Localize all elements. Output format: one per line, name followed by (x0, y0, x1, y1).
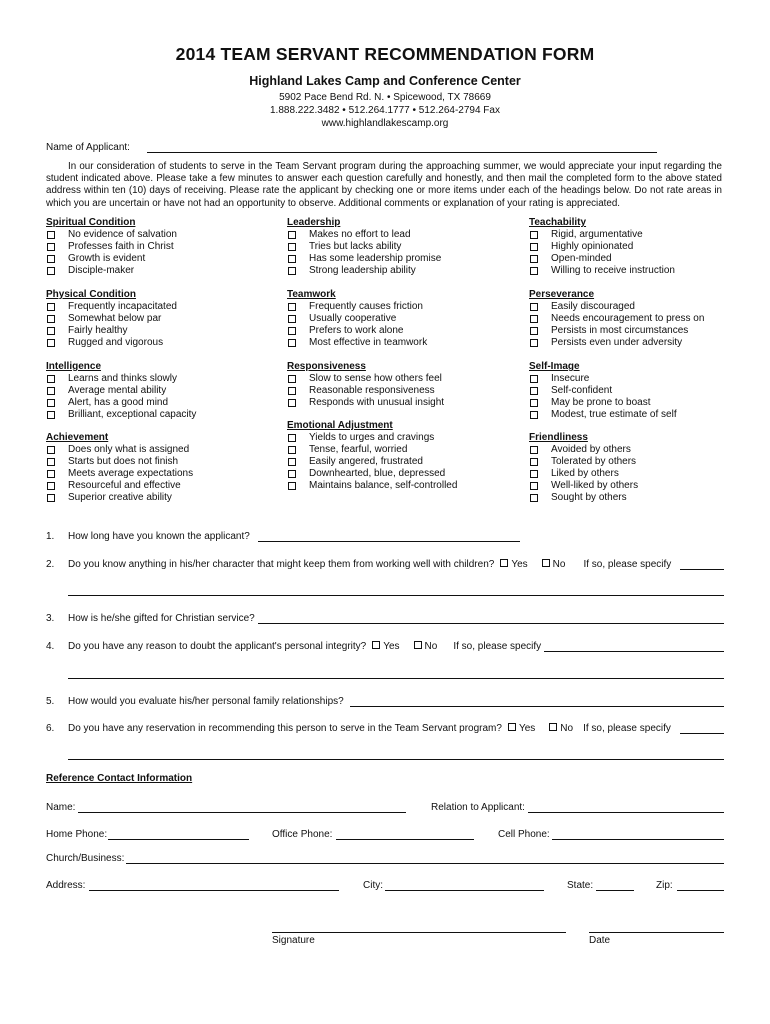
option-label: No evidence of salvation (68, 228, 177, 240)
category-option[interactable] (46, 301, 177, 313)
option-label: Sought by others (551, 491, 627, 503)
checkbox-icon[interactable] (47, 494, 55, 502)
checkbox-icon[interactable] (530, 243, 538, 251)
option-label: Slow to sense how others feel (309, 372, 442, 384)
checkbox-icon[interactable] (47, 339, 55, 347)
category-option[interactable] (287, 444, 457, 456)
org-name: Highland Lakes Camp and Conference Center (249, 74, 521, 88)
category-title: Teachability (529, 217, 587, 228)
option-label: Persists in most circumstances (551, 324, 689, 336)
option-label: Prefers to work alone (309, 324, 404, 336)
q4-line (68, 641, 541, 652)
category-title: Teamwork (287, 289, 336, 300)
category-title: Intelligence (46, 361, 102, 372)
option-label: Willing to receive instruction (551, 264, 675, 276)
checkbox-icon[interactable] (288, 375, 296, 383)
option-label: Superior creative ability (68, 491, 172, 503)
applicant-label: Name of Applicant: (46, 142, 130, 153)
q4-specify-label: If so, please specify (453, 641, 542, 652)
q2-line (68, 559, 671, 570)
ref-cell-phone-field[interactable] (552, 839, 724, 840)
checkbox-icon[interactable] (47, 458, 55, 466)
option-label: Does only what is assigned (68, 443, 190, 455)
option-label: Maintains balance, self-controlled (309, 479, 458, 491)
category-teachability (529, 217, 675, 277)
category-option[interactable] (287, 241, 441, 253)
option-label: Easily discouraged (551, 300, 635, 312)
checkbox-icon[interactable] (530, 255, 538, 263)
option-label: Growth is evident (68, 252, 146, 264)
option-label: Tense, fearful, worried (309, 443, 408, 455)
q6-yes-label: Yes (518, 723, 536, 734)
ref-office-phone-label: Office Phone: (272, 829, 333, 840)
applicant-name-field[interactable] (147, 152, 657, 153)
category-option[interactable] (287, 397, 444, 409)
q2-yes-label: Yes (511, 559, 528, 570)
category-option[interactable] (529, 480, 638, 492)
category-title: Emotional Adjustment (287, 420, 393, 431)
q4-number: 4. (46, 641, 55, 652)
checkbox-icon[interactable] (530, 375, 538, 383)
checkbox-icon[interactable] (288, 243, 296, 251)
option-label: Yields to urges and cravings (309, 431, 435, 443)
ref-address-label: Address: (46, 880, 86, 891)
checkbox-icon[interactable] (47, 375, 55, 383)
checkbox-icon[interactable] (47, 255, 55, 263)
checkbox-icon[interactable] (288, 434, 296, 442)
checkbox-icon[interactable] (530, 482, 538, 490)
form-title: 2014 TEAM SERVANT RECOMMENDATION FORM (175, 44, 595, 64)
q4-no-checkbox[interactable] (414, 641, 422, 649)
category-self-image (529, 361, 677, 421)
q4-specify-field[interactable] (544, 651, 724, 652)
checkbox-icon[interactable] (530, 458, 538, 466)
q2-number: 2. (46, 559, 55, 570)
category-intelligence (46, 361, 196, 421)
checkbox-icon[interactable] (288, 303, 296, 311)
ref-church-field[interactable] (126, 863, 724, 864)
category-option[interactable] (46, 241, 177, 253)
category-emotional-adjustment (287, 420, 457, 491)
category-option[interactable] (529, 313, 704, 325)
checkbox-icon[interactable] (530, 399, 538, 407)
category-option[interactable] (287, 253, 441, 265)
category-option[interactable] (529, 409, 677, 421)
checkbox-icon[interactable] (47, 231, 55, 239)
option-label: Resourceful and effective (68, 479, 181, 491)
checkbox-icon[interactable] (530, 315, 538, 323)
option-label: Needs encouragement to press on (551, 312, 705, 324)
category-teamwork (287, 289, 427, 349)
option-label: Starts but does not finish (68, 455, 179, 467)
category-option[interactable] (529, 325, 704, 337)
q6-text: Do you have any reservation in recommending this person to serve in the Team Servant program? (68, 723, 502, 734)
q4-no-label: No (424, 641, 438, 652)
q6-yes-checkbox[interactable] (508, 723, 516, 731)
category-option[interactable] (287, 229, 441, 241)
option-label: Insecure (551, 372, 590, 384)
category-option[interactable] (529, 385, 677, 397)
option-label: Reasonable responsiveness (309, 384, 435, 396)
checkbox-icon[interactable] (530, 446, 538, 454)
checkbox-icon[interactable] (47, 267, 55, 275)
q6-no-label: No (560, 723, 574, 734)
ref-home-phone-label: Home Phone: (46, 829, 108, 840)
q1-number: 1. (46, 531, 55, 542)
category-option[interactable] (46, 444, 193, 456)
category-option[interactable] (529, 456, 638, 468)
option-label: Rigid, argumentative (551, 228, 643, 240)
option-label: Responds with unusual insight (309, 396, 445, 408)
ref-state-field[interactable] (596, 890, 634, 891)
ref-zip-field[interactable] (677, 890, 724, 891)
option-label: Makes no effort to lead (309, 228, 411, 240)
category-perseverance (529, 289, 704, 349)
option-label: Downhearted, blue, depressed (309, 467, 446, 479)
category-option[interactable] (529, 337, 704, 349)
option-label: Brilliant, exceptional capacity (68, 408, 197, 420)
option-label: Average mental ability (68, 384, 167, 396)
category-title: Achievement (46, 432, 109, 443)
option-label: Rugged and vigorous (68, 336, 164, 348)
q1-answer-field[interactable] (258, 541, 520, 542)
q1-text: How long have you known the applicant? (68, 531, 250, 542)
q3-answer-field[interactable] (258, 623, 724, 624)
q6-line (68, 723, 671, 734)
ref-state-label: State: (567, 880, 594, 891)
q3-number: 3. (46, 613, 55, 624)
category-option[interactable] (529, 373, 677, 385)
category-option[interactable] (46, 337, 177, 349)
ref-city-label: City: (363, 880, 383, 891)
category-title: Physical Condition (46, 289, 137, 300)
ref-church-label: Church/Business: (46, 853, 125, 864)
checkbox-icon[interactable] (288, 255, 296, 263)
category-option[interactable] (46, 480, 193, 492)
category-title: Spiritual Condition (46, 217, 136, 228)
checkbox-icon[interactable] (530, 470, 538, 478)
q2-specify-field[interactable] (680, 569, 724, 570)
q6-specify-field[interactable] (680, 733, 724, 734)
option-label: Usually cooperative (309, 312, 397, 324)
q2-no-label: No (552, 559, 566, 570)
q3-text: How is he/she gifted for Christian service? (68, 613, 255, 624)
q2-text: Do you know anything in his/her character that might keep them from working well with children? (68, 559, 495, 570)
category-option[interactable] (287, 265, 441, 277)
category-title: Responsiveness (287, 361, 366, 372)
q6-answer-field[interactable] (68, 759, 724, 760)
category-option[interactable] (46, 253, 177, 265)
category-title: Leadership (287, 217, 341, 228)
q6-no-checkbox[interactable] (549, 723, 557, 731)
checkbox-icon[interactable] (288, 482, 296, 490)
category-option[interactable] (46, 265, 177, 277)
signature-field[interactable] (272, 932, 566, 933)
category-option[interactable] (529, 265, 675, 277)
category-achievement (46, 432, 193, 503)
checkbox-icon[interactable] (288, 446, 296, 454)
category-title: Perseverance (529, 289, 595, 300)
category-title: Self-Image (529, 361, 580, 372)
category-option[interactable] (287, 337, 427, 349)
category-option[interactable] (529, 492, 638, 504)
ref-cell-phone-label: Cell Phone: (498, 829, 550, 840)
q2-answer-field[interactable] (68, 595, 724, 596)
category-spiritual-condition (46, 217, 177, 277)
org-phones: 1.888.222.3482 • 512.264.1777 • 512.264-2794 Fax (270, 105, 500, 116)
category-option[interactable] (46, 385, 196, 397)
option-label: May be prone to boast (551, 396, 651, 408)
category-option[interactable] (46, 456, 193, 468)
checkbox-icon[interactable] (47, 387, 55, 395)
category-option[interactable] (287, 385, 444, 397)
q6-specify-label: If so, please specify (583, 723, 671, 734)
category-leadership (287, 217, 441, 277)
ref-name-label: Name: (46, 802, 76, 813)
ref-relation-label: Relation to Applicant: (431, 802, 525, 813)
q5-text: How would you evaluate his/her personal family relationships? (68, 696, 344, 707)
category-option[interactable] (46, 492, 193, 504)
checkbox-icon[interactable] (530, 303, 538, 311)
option-label: Strong leadership ability (309, 264, 416, 276)
q2-specify-label: If so, please specify (583, 559, 672, 570)
checkbox-icon[interactable] (530, 327, 538, 335)
option-label: Tolerated by others (551, 455, 637, 467)
category-option[interactable] (287, 301, 427, 313)
category-option[interactable] (46, 397, 196, 409)
q4-text: Do you have any reason to doubt the applicant's personal integrity? (68, 641, 367, 652)
checkbox-icon[interactable] (288, 327, 296, 335)
q6-number: 6. (46, 723, 55, 734)
category-option[interactable] (529, 444, 638, 456)
checkbox-icon[interactable] (47, 470, 55, 478)
category-option[interactable] (529, 468, 638, 480)
checkbox-icon[interactable] (530, 494, 538, 502)
ref-relation-field[interactable] (528, 812, 724, 813)
category-title: Friendliness (529, 432, 588, 443)
checkbox-icon[interactable] (47, 399, 55, 407)
checkbox-icon[interactable] (530, 231, 538, 239)
checkbox-icon[interactable] (47, 327, 55, 335)
checkbox-icon[interactable] (47, 482, 55, 490)
option-label: Modest, true estimate of self (551, 408, 677, 420)
category-option[interactable] (287, 373, 444, 385)
category-option[interactable] (529, 229, 675, 241)
checkbox-icon[interactable] (288, 315, 296, 323)
q2-no-checkbox[interactable] (542, 559, 550, 567)
checkbox-icon[interactable] (288, 387, 296, 395)
category-option[interactable] (46, 313, 177, 325)
org-address: 5902 Pace Bend Rd. N. • Spicewood, TX 78669 (279, 92, 491, 103)
checkbox-icon[interactable] (288, 231, 296, 239)
option-label: Frequently causes friction (309, 300, 423, 312)
category-option[interactable] (287, 468, 457, 480)
ref-home-phone-field[interactable] (108, 839, 249, 840)
category-friendliness (529, 432, 638, 503)
checkbox-icon[interactable] (47, 303, 55, 311)
option-label: Somewhat below par (68, 312, 162, 324)
category-option[interactable] (287, 480, 457, 492)
category-option[interactable] (287, 313, 427, 325)
option-label: Liked by others (551, 467, 619, 479)
q2-yes-checkbox[interactable] (500, 559, 508, 567)
checkbox-icon[interactable] (530, 411, 538, 419)
checkbox-icon[interactable] (47, 315, 55, 323)
ref-city-field[interactable] (385, 890, 544, 891)
category-option[interactable] (529, 253, 675, 265)
q4-yes-checkbox[interactable] (372, 641, 380, 649)
checkbox-icon[interactable] (288, 470, 296, 478)
q5-answer-field[interactable] (350, 706, 724, 707)
checkbox-icon[interactable] (288, 458, 296, 466)
category-option[interactable] (287, 456, 457, 468)
option-label: Self-confident (551, 384, 613, 396)
date-label: Date (589, 935, 611, 946)
option-label: Highly opinionated (551, 240, 634, 252)
category-option[interactable] (287, 325, 427, 337)
option-label: Open-minded (551, 252, 612, 264)
q4-yes-label: Yes (383, 641, 400, 652)
option-label: Most effective in teamwork (309, 336, 428, 348)
category-option[interactable] (287, 432, 457, 444)
checkbox-icon[interactable] (47, 243, 55, 251)
option-label: Tries but lacks ability (309, 240, 402, 252)
option-label: Professes faith in Christ (68, 240, 174, 252)
option-label: Frequently incapacitated (68, 300, 177, 312)
reference-title: Reference Contact Information (46, 773, 193, 784)
q4-answer-field[interactable] (68, 678, 724, 679)
checkbox-icon[interactable] (288, 399, 296, 407)
org-website: www.highlandlakescamp.org (321, 118, 449, 129)
option-label: Learns and thinks slowly (68, 372, 177, 384)
ref-office-phone-field[interactable] (336, 839, 474, 840)
category-responsiveness (287, 361, 444, 409)
category-option[interactable] (46, 373, 196, 385)
option-label: Fairly healthy (68, 324, 128, 336)
ref-name-field[interactable] (78, 812, 406, 813)
checkbox-icon[interactable] (47, 446, 55, 454)
option-label: Avoided by others (551, 443, 631, 455)
option-label: Has some leadership promise (309, 252, 442, 264)
intro-paragraph: In our consideration of students to serve in the Team Servant program during the approaching summer, we would appreciate your input regarding the student indicated above. Please take a few minutes to answer each question carefully and honestly, and then mail the completed form to the above stated address within ten (10) days of receiving. Please rate the applicant by checking one or more items under each of the headings below. Do not rate areas in which you are uncertain or have not had an opportunity to observe. Additional comments or explanation of your rating is appreciated. (46, 161, 722, 209)
q5-number: 5. (46, 696, 55, 707)
ref-address-field[interactable] (89, 890, 339, 891)
option-label: Meets average expectations (68, 467, 194, 479)
option-label: Well-liked by others (551, 479, 639, 491)
date-field[interactable] (589, 932, 724, 933)
category-option[interactable] (46, 325, 177, 337)
category-option[interactable] (46, 468, 193, 480)
checkbox-icon[interactable] (288, 339, 296, 347)
checkbox-icon[interactable] (530, 339, 538, 347)
option-label: Alert, has a good mind (68, 396, 169, 408)
ref-zip-label: Zip: (656, 880, 673, 891)
checkbox-icon[interactable] (530, 387, 538, 395)
option-label: Disciple-maker (68, 264, 135, 276)
option-label: Easily angered, frustrated (309, 455, 423, 467)
category-physical-condition (46, 289, 177, 349)
signature-label: Signature (272, 935, 315, 946)
category-option[interactable] (46, 229, 177, 241)
checkbox-icon[interactable] (530, 267, 538, 275)
checkbox-icon[interactable] (288, 267, 296, 275)
category-option[interactable] (529, 241, 675, 253)
checkbox-icon[interactable] (47, 411, 55, 419)
category-option[interactable] (46, 409, 196, 421)
category-option[interactable] (529, 397, 677, 409)
option-label: Persists even under adversity (551, 336, 683, 348)
category-option[interactable] (529, 301, 704, 313)
